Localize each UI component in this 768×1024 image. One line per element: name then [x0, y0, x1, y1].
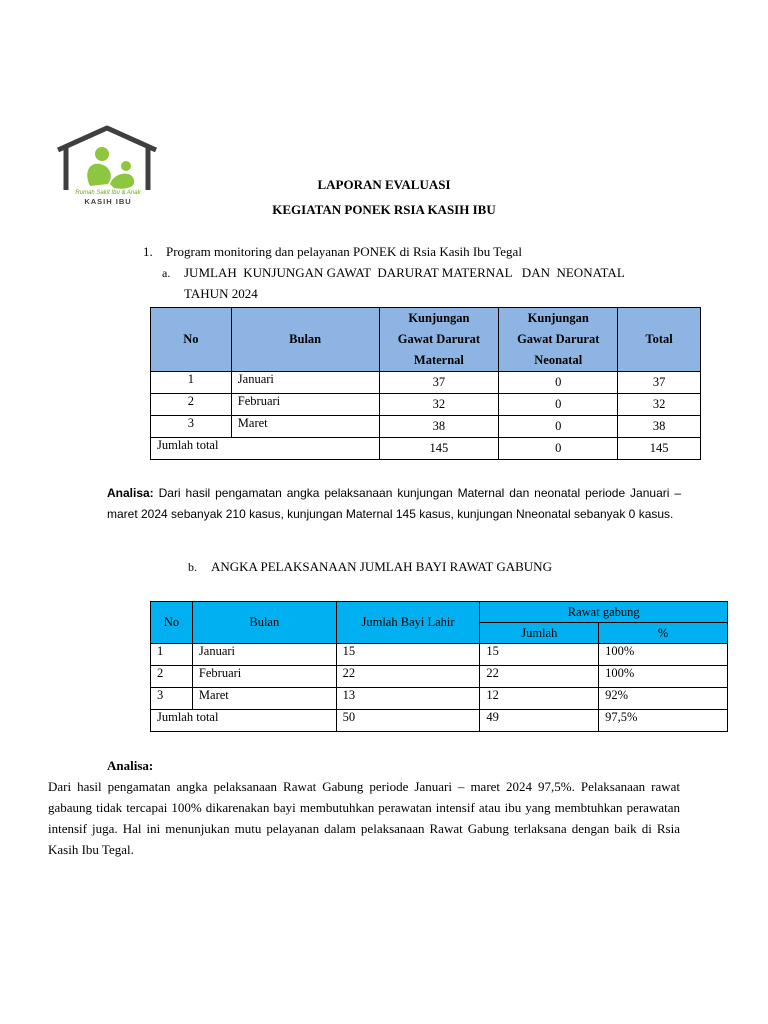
section-a-line2: TAHUN 2024 — [184, 286, 258, 301]
cell-persen: 100% — [599, 644, 728, 666]
cell-total-label: Jumlah total — [151, 438, 380, 460]
logo-text-line2: KASIH IBU — [84, 197, 132, 206]
cell-total-lahir: 50 — [336, 710, 480, 732]
cell-jumlah: 12 — [480, 688, 599, 710]
section-b-text: ANGKA PELAKSANAAN JUMLAH BAYI RAWAT GABUNG — [211, 559, 552, 574]
logo-text-line1: Rumah Sakit Ibu & Anak — [75, 190, 141, 196]
cell-total-total: 145 — [618, 438, 701, 460]
header-bulan: Bulan — [231, 308, 379, 372]
header-maternal: Kunjungan Gawat Darurat Maternal — [379, 308, 499, 372]
cell-maternal: 32 — [379, 394, 499, 416]
header-no: No — [151, 602, 193, 644]
header-total: Total — [618, 308, 701, 372]
table-row — [151, 372, 701, 394]
table-footer-row — [151, 710, 728, 732]
analysis-label: Analisa: — [107, 486, 154, 500]
header-neonatal: Kunjungan Gawat Darurat Neonatal — [499, 308, 618, 372]
section-a-line1: JUMLAH KUNJUNGAN GAWAT DARURAT MATERNAL DAN NEONATAL — [184, 265, 625, 280]
cell-total: 37 — [618, 372, 701, 394]
cell-total-maternal: 145 — [379, 438, 499, 460]
cell-no: 3 — [151, 688, 193, 710]
rooming-in-table — [150, 601, 728, 732]
cell-lahir: 13 — [336, 688, 480, 710]
cell-no: 3 — [151, 416, 232, 438]
cell-bulan: Januari — [231, 372, 379, 394]
ponek-visits-table — [150, 307, 701, 460]
cell-neonatal: 0 — [499, 416, 618, 438]
header-no: No — [151, 308, 232, 372]
cell-no: 2 — [151, 394, 232, 416]
cell-persen: 100% — [599, 666, 728, 688]
table-row — [151, 666, 728, 688]
report-subtitle: KEGIATAN PONEK RSIA KASIH IBU — [272, 202, 496, 217]
cell-neonatal: 0 — [499, 394, 618, 416]
analysis-paragraph-2: Dari hasil pengamatan angka pelaksanaan Rawat Gabung periode Januari – maret 2024 97,5%. Pelaksanaan rawat gabaung tidak tercapai 100% dikarenakan bayi membutuhkan perawatan intensif atau ibu yang membtuhkan perawatan intensif juga. Hal ini menunjukan mutu pelayanan dalam pelaksanaan Rawat Gabung terlaksana dengan baik di Rsia Kasih Ibu Tegal. — [48, 779, 680, 857]
cell-no: 1 — [151, 644, 193, 666]
cell-total-persen: 97,5% — [599, 710, 728, 732]
table-row — [151, 394, 701, 416]
analysis-label-2: Analisa: — [107, 758, 154, 773]
table-header-row — [151, 602, 728, 623]
section-1-number: 1. — [143, 244, 153, 259]
header-persen: % — [599, 623, 728, 644]
cell-neonatal: 0 — [499, 372, 618, 394]
section-b-letter: b. — [188, 560, 197, 574]
table-row — [151, 416, 701, 438]
header-rawat-gabung: Rawat gabung — [480, 602, 728, 623]
table-header-row — [151, 308, 701, 372]
header-bulan: Bulan — [192, 602, 336, 644]
table-row — [151, 644, 728, 666]
cell-lahir: 22 — [336, 666, 480, 688]
cell-total: 38 — [618, 416, 701, 438]
table-footer-row — [151, 438, 701, 460]
cell-persen: 92% — [599, 688, 728, 710]
cell-total: 32 — [618, 394, 701, 416]
cell-lahir: 15 — [336, 644, 480, 666]
cell-maternal: 37 — [379, 372, 499, 394]
hospital-logo — [54, 124, 160, 206]
cell-bulan: Maret — [192, 688, 336, 710]
section-a-letter: a. — [162, 266, 171, 280]
cell-no: 1 — [151, 372, 232, 394]
cell-no: 2 — [151, 666, 193, 688]
cell-jumlah: 15 — [480, 644, 599, 666]
cell-bulan: Februari — [192, 666, 336, 688]
cell-maternal: 38 — [379, 416, 499, 438]
header-jumlah: Jumlah — [480, 623, 599, 644]
table-row — [151, 688, 728, 710]
section-1-text: Program monitoring dan pelayanan PONEK di Rsia Kasih Ibu Tegal — [166, 244, 522, 259]
cell-total-jumlah: 49 — [480, 710, 599, 732]
analysis-text: Dari hasil pengamatan angka pelaksanaan kunjungan Maternal dan neonatal periode Januari – maret 2024 sebanyak 210 kasus, kunjungan Maternal 145 kasus, kunjungan Nneonatal sebanyak 0 kasus. — [107, 486, 681, 521]
cell-jumlah: 22 — [480, 666, 599, 688]
cell-bulan: Maret — [231, 416, 379, 438]
cell-total-label: Jumlah total — [151, 710, 337, 732]
cell-bulan: Januari — [192, 644, 336, 666]
cell-total-neonatal: 0 — [499, 438, 618, 460]
cell-bulan: Februari — [231, 394, 379, 416]
analysis-paragraph-1 — [107, 483, 681, 525]
header-jumlah-bayi-lahir: Jumlah Bayi Lahir — [336, 602, 480, 644]
report-title: LAPORAN EVALUASI — [317, 177, 451, 192]
